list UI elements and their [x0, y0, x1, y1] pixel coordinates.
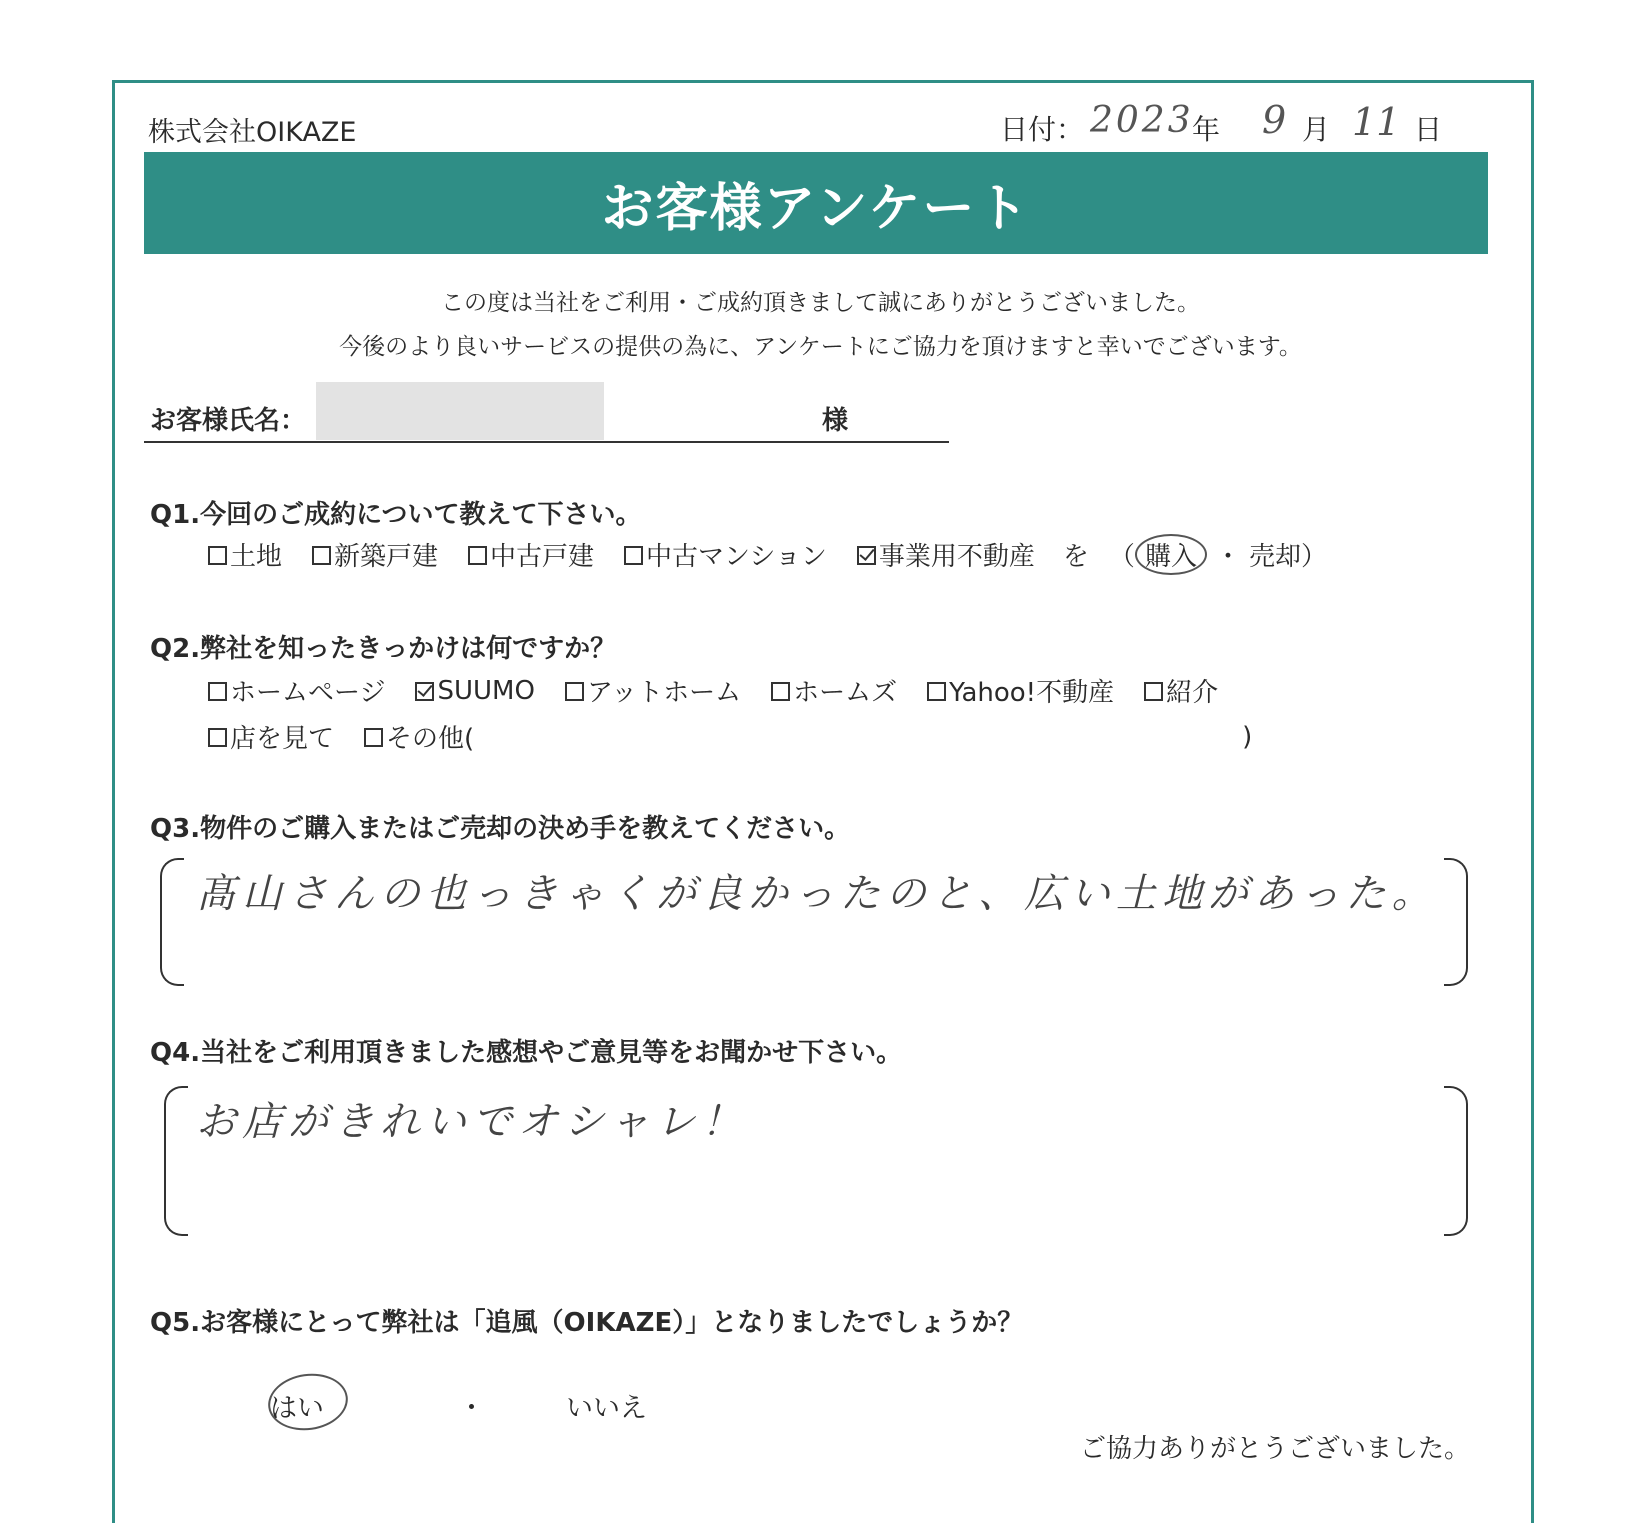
q2-option-suumo[interactable]	[415, 676, 534, 706]
question-3: Q3.物件のご購入またはご売却の決め手を教えてください。	[150, 814, 851, 844]
question-1: Q1.今回のご成約について教えて下さい。	[150, 500, 642, 530]
question-5: Q5.お客様にとって弊社は「追風（OIKAZE）」となりましたでしょうか？	[150, 1308, 1024, 1338]
q1-option-used-house[interactable]	[468, 536, 594, 573]
q1-purchase-circled[interactable]: 購入	[1135, 534, 1207, 575]
question-2: Q2.弊社を知ったきっかけは何ですか？	[150, 634, 617, 664]
q4-bracket-left	[164, 1086, 188, 1236]
q1-option-new-house[interactable]	[312, 536, 438, 573]
q4-bracket-right	[1444, 1086, 1468, 1236]
q1-close-paren: ）	[1300, 542, 1327, 572]
date-day-unit: 日	[1414, 113, 1443, 146]
q2-option-athome[interactable]	[565, 672, 741, 709]
q1-option-business-property[interactable]	[857, 536, 1035, 573]
q1-open-paren: （	[1108, 542, 1135, 572]
option-label: ホームページ	[230, 678, 386, 708]
q3-bracket-left	[160, 858, 184, 986]
customer-name-underline	[144, 441, 949, 443]
intro-line-2: 今後のより良いサービスの提供の為に、アンケートにご協力を頂けますと幸いでございます。	[339, 334, 1302, 360]
q1-sale[interactable]: 売却	[1248, 542, 1301, 572]
option-label: 土地	[230, 542, 283, 572]
q2-other-close-paren: )	[1242, 721, 1253, 752]
customer-name-redacted	[316, 382, 604, 440]
q4-answer[interactable]: お店がきれいでオシャレ！	[196, 1099, 748, 1145]
date-label: 日付：	[1000, 113, 1085, 146]
customer-name-label: お客様氏名：	[150, 406, 307, 436]
option-label: SUUMO	[437, 675, 535, 706]
date-year-unit: 年	[1192, 113, 1221, 146]
survey-title: お客様アンケート	[601, 178, 1031, 239]
checkbox[interactable]	[624, 546, 643, 565]
q5-option-no[interactable]: いいえ	[566, 1393, 647, 1424]
checkbox[interactable]	[927, 682, 946, 701]
date-month-unit: 月	[1302, 113, 1331, 146]
date-year: 2023	[1090, 100, 1194, 141]
option-label: 中古マンション	[646, 542, 827, 572]
q2-options-row-1	[208, 672, 1218, 709]
checkbox[interactable]	[364, 728, 383, 747]
q5-option-yes[interactable]: はい	[270, 1393, 324, 1424]
company-name: 株式会社OIKAZE	[148, 117, 357, 148]
q2-option-homepage[interactable]	[208, 672, 385, 709]
checkbox[interactable]	[208, 546, 227, 565]
question-4: Q4.当社をご利用頂きました感想やご意見等をお聞かせ下さい。	[150, 1038, 903, 1068]
q1-options	[208, 534, 1327, 575]
checkbox[interactable]	[208, 682, 227, 701]
checkbox[interactable]	[565, 682, 584, 701]
q3-answer[interactable]: 髙山さんの也っきゃくが良かったのと、広い土地があった。	[196, 871, 1438, 917]
checkbox[interactable]	[468, 546, 487, 565]
checkbox[interactable]	[1144, 682, 1163, 701]
q2-options-row-2	[208, 718, 1252, 755]
option-label: その他(	[386, 724, 475, 754]
q1-separator: ・	[1214, 542, 1241, 572]
q2-option-referral[interactable]	[1144, 672, 1218, 709]
option-label: ホームズ	[793, 678, 898, 708]
option-label: 事業用不動産	[878, 542, 1035, 572]
checkbox-checked[interactable]	[415, 682, 434, 701]
q5-separator: ・	[458, 1393, 485, 1424]
q2-option-other[interactable]	[364, 718, 474, 755]
option-label: Yahoo!不動産	[949, 678, 1115, 708]
checkbox[interactable]	[771, 682, 790, 701]
checkbox[interactable]	[208, 728, 227, 747]
title-banner	[144, 152, 1488, 254]
q1-option-used-condo[interactable]	[624, 536, 827, 573]
checkbox[interactable]	[312, 546, 331, 565]
q3-bracket-right	[1444, 858, 1468, 986]
option-label: 新築戸建	[334, 542, 439, 572]
q2-option-homes[interactable]	[771, 672, 897, 709]
option-label: アットホーム	[586, 678, 742, 708]
customer-name-suffix: 様	[822, 406, 849, 436]
option-label: 中古戸建	[490, 542, 595, 572]
closing-thanks: ご協力ありがとうございました。	[1080, 1434, 1471, 1464]
q1-particle: を	[1062, 542, 1089, 572]
q1-option-land[interactable]	[208, 536, 282, 573]
date-day: 11	[1352, 100, 1401, 144]
option-label: 紹介	[1166, 678, 1219, 708]
intro-line-1: この度は当社をご利用・ご成約頂きまして誠にありがとうございました。	[441, 290, 1200, 316]
option-label: 店を見て	[230, 724, 335, 754]
date-month: 9	[1262, 98, 1287, 142]
checkbox-checked[interactable]	[857, 546, 876, 565]
q2-option-saw-store[interactable]	[208, 718, 334, 755]
q2-option-yahoo[interactable]	[927, 672, 1114, 709]
